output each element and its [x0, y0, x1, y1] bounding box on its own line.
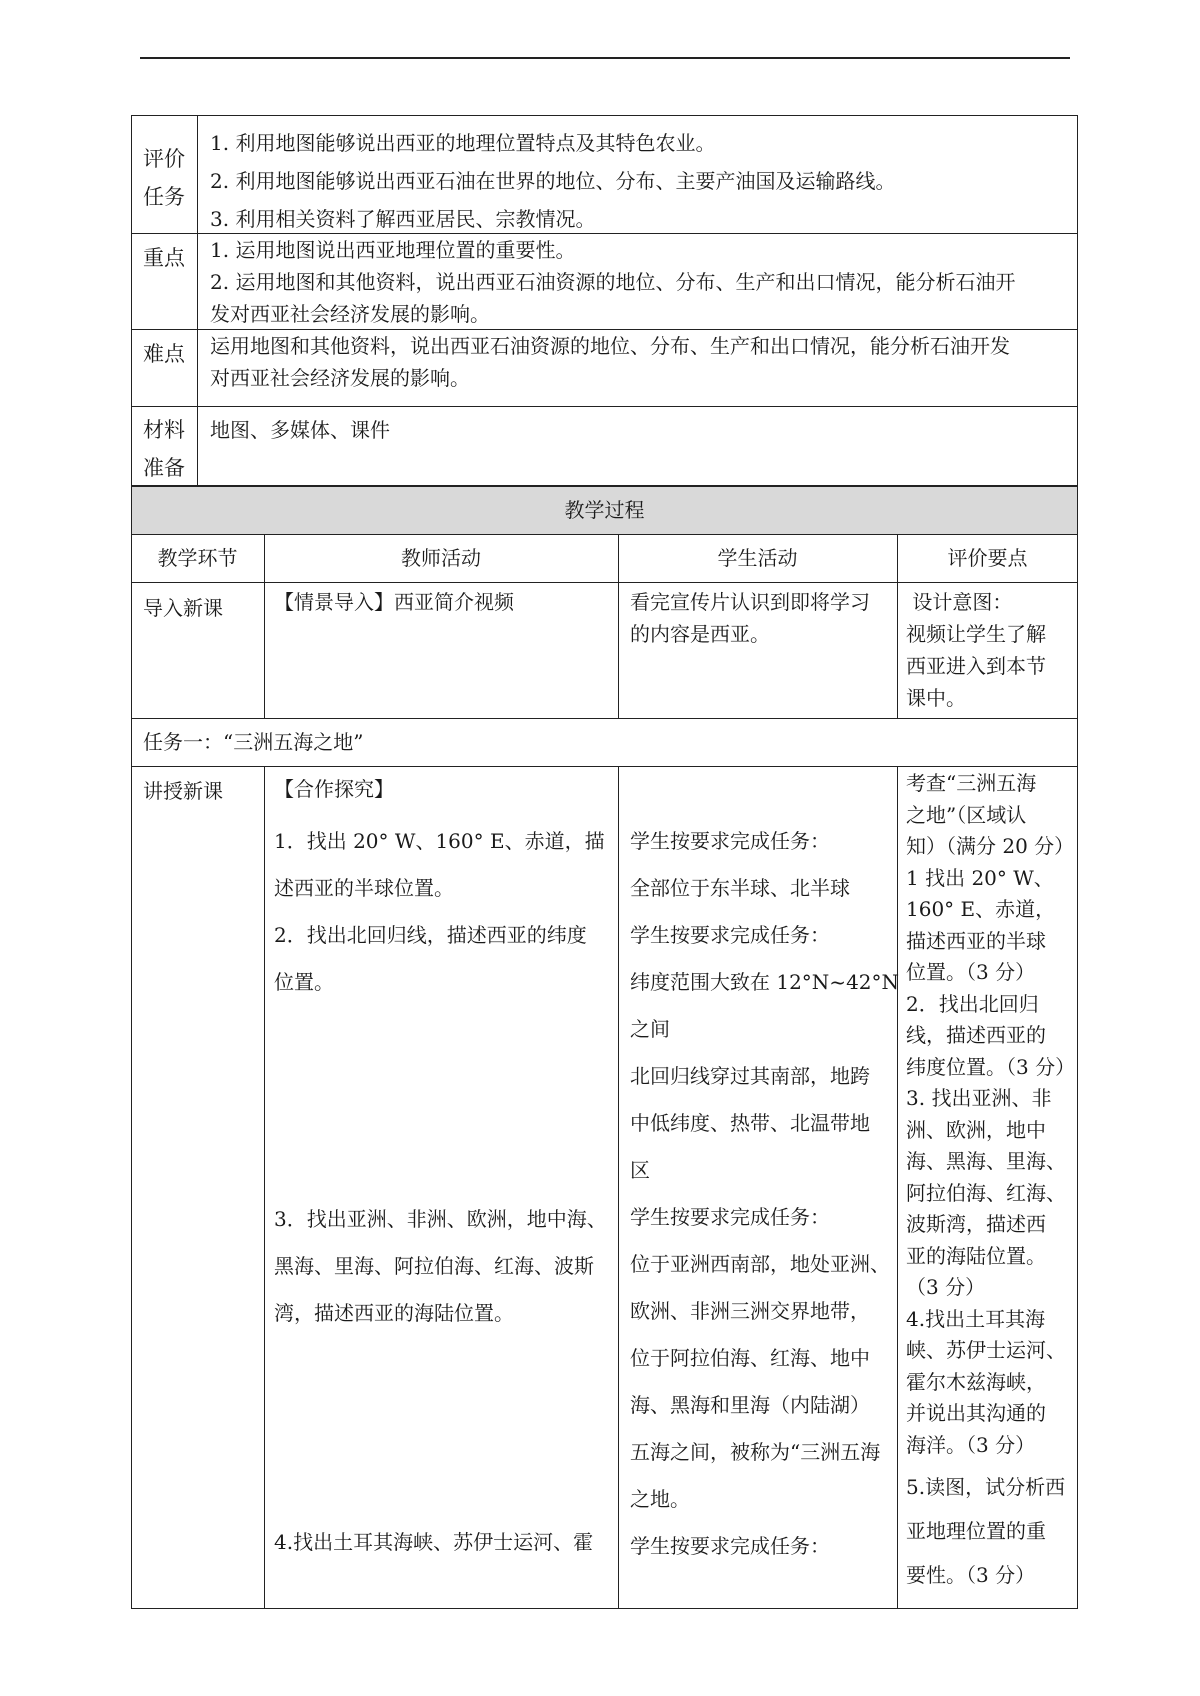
- header-teacher-activity: 教师活动: [401, 546, 481, 570]
- lecture-evaluation-line: 并说出其沟通的: [906, 1401, 1046, 1425]
- lecture-stage: 讲授新课: [143, 779, 223, 803]
- header-rule: [140, 57, 1070, 59]
- intro-evaluation-line: 设计意图：: [906, 590, 1013, 614]
- lecture-evaluation-line: 线，描述西亚的: [906, 1023, 1046, 1047]
- materials-label: [143, 411, 185, 487]
- lecture-evaluation-block: [906, 768, 1075, 1461]
- lecture-evaluation-line: 4.找出土耳其海: [906, 1306, 1046, 1331]
- lecture-teacher-block: [274, 818, 605, 1006]
- intro-student-activity: [630, 586, 870, 650]
- lecture-evaluation-line: 描述西亚的半球: [906, 928, 1046, 953]
- eval-tasks-label-line2: 任务: [143, 185, 185, 209]
- intro-student-line: 看完宣传片认识到即将学习: [630, 590, 870, 614]
- task-one-title: 任务一：“三洲五海之地”: [143, 730, 364, 754]
- lecture-teacher-line: 位置。: [274, 970, 334, 994]
- lecture-student-line: 北回归线穿过其南部，地跨: [630, 1064, 870, 1088]
- lecture-student-line: 位于亚洲西南部，地处亚洲、: [630, 1252, 890, 1276]
- key-point-item: 2. 运用地图和其他资料，说出西亚石油资源的地位、分布、生产和出口情况，能分析石油开: [210, 270, 1016, 294]
- lecture-teacher-block: [274, 1196, 607, 1337]
- eval-tasks-label-line1: 评价: [143, 147, 185, 171]
- materials-label-line2: 准备: [143, 456, 185, 480]
- lecture-student-line: 中低纬度、热带、北温带地: [630, 1111, 870, 1135]
- intro-teacher-activity: 【情景导入】西亚简介视频: [274, 590, 514, 614]
- lecture-evaluation-line: 位置。（3 分）: [906, 960, 1036, 984]
- process-table-row-divider: [131, 718, 1078, 719]
- lecture-student-line: 学生按要求完成任务：: [630, 923, 830, 947]
- difficult-point-item: 运用地图和其他资料，说出西亚石油资源的地位、分布、生产和出口情况，能分析石油开发: [210, 334, 1010, 358]
- materials-value: 地图、多媒体、课件: [210, 418, 390, 442]
- info-table-label-divider: [197, 115, 198, 486]
- lecture-student-line: 学生按要求完成任务：: [630, 1205, 830, 1229]
- lecture-evaluation-line: 要性。（3 分）: [906, 1563, 1036, 1587]
- lecture-student-line: 海、黑海和里海（内陆湖）: [630, 1393, 870, 1417]
- intro-stage: 导入新课: [143, 596, 223, 620]
- lecture-evaluation-line: 霍尔木兹海峡，: [906, 1369, 1046, 1394]
- intro-evaluation-line: 视频让学生了解: [906, 622, 1046, 646]
- lecture-evaluation-line: 亚地理位置的重: [906, 1519, 1046, 1543]
- lecture-teacher-line: 3．找出亚洲、非洲、欧洲，地中海、: [274, 1207, 607, 1231]
- lecture-evaluation-line: 2．找出北回归: [906, 991, 1039, 1016]
- lecture-evaluation-line: 纬度位置。（3 分）: [906, 1054, 1076, 1079]
- difficult-point-item: 对西亚社会经济发展的影响。: [210, 366, 470, 390]
- process-table-row-divider: [131, 766, 1078, 767]
- lecture-student-line: 之间: [630, 1017, 670, 1041]
- lecture-evaluation-line: 海、黑海、里海、: [906, 1149, 1066, 1173]
- difficult-points-label: 难点: [143, 342, 185, 366]
- lecture-teacher-line: 4.找出土耳其海峡、苏伊士运河、霍: [274, 1530, 594, 1554]
- lecture-evaluation-line: 海洋。（3 分）: [906, 1432, 1036, 1457]
- lecture-evaluation-line: 考查“三洲五海: [906, 771, 1037, 795]
- process-table-column-divider: [264, 766, 265, 1609]
- lecture-student-line: 学生按要求完成任务：: [630, 1534, 830, 1558]
- header-stage: 教学环节: [157, 546, 238, 570]
- lecture-student-line: 位于阿拉伯海、红海、地中: [630, 1346, 870, 1370]
- lecture-teacher-line: 黑海、里海、阿拉伯海、红海、波斯: [274, 1254, 594, 1278]
- key-point-item: 1. 运用地图说出西亚地理位置的重要性。: [210, 238, 576, 262]
- lecture-evaluation-line: 160° E、赤道，: [906, 897, 1056, 921]
- lecture-teacher-header: 【合作探究】: [274, 777, 394, 801]
- process-table-column-divider: [618, 766, 619, 1609]
- intro-evaluation-line: 西亚进入到本节: [906, 654, 1046, 678]
- lecture-evaluation-line: 5.读图，试分析西: [906, 1475, 1066, 1499]
- lecture-teacher-line: 湾，描述西亚的海陆位置。: [274, 1301, 514, 1325]
- lecture-evaluation-line: 洲、欧洲，地中: [906, 1117, 1046, 1142]
- lecture-evaluation-line: 3. 找出亚洲、非: [906, 1086, 1052, 1110]
- header-student-activity: 学生活动: [717, 546, 798, 570]
- intro-evaluation: [906, 586, 1046, 714]
- eval-task-item: 3. 利用相关资料了解西亚居民、宗教情况。: [210, 207, 596, 231]
- lecture-evaluation-line: 波斯湾，描述西: [906, 1212, 1046, 1236]
- intro-evaluation-line: 课中。: [906, 686, 966, 710]
- key-points-label: 重点: [143, 246, 185, 270]
- process-table-row-divider: [131, 582, 1078, 583]
- lecture-student-line: 全部位于东半球、北半球: [630, 876, 850, 900]
- eval-tasks-list: [210, 124, 895, 238]
- header-evaluation-points: 评价要点: [947, 546, 1028, 570]
- lecture-student-line: 区: [630, 1158, 650, 1182]
- lecture-evaluation-line: 峡、苏伊士运河、: [906, 1338, 1066, 1362]
- intro-student-line: 的内容是西亚。: [630, 622, 770, 646]
- materials-label-line1: 材料: [143, 418, 185, 442]
- eval-task-item: 1. 利用地图能够说出西亚的地理位置特点及其特色农业。: [210, 131, 716, 155]
- lecture-teacher-line: 1．找出 20° W、160° E、赤道，描: [274, 829, 605, 853]
- lecture-student-block: [630, 818, 899, 1570]
- lecture-student-line: 五海之间，被称为“三洲五海: [630, 1440, 881, 1464]
- difficult-points-list: [210, 330, 1010, 394]
- info-table-row-divider: [131, 406, 1078, 407]
- lecture-teacher-line: 述西亚的半球位置。: [274, 876, 454, 900]
- lecture-student-line: 学生按要求完成任务：: [630, 829, 830, 853]
- process-table-row-divider: [131, 534, 1078, 535]
- lecture-evaluation-line: （3 分）: [906, 1275, 986, 1299]
- lecture-evaluation-line: 阿拉伯海、红海、: [906, 1180, 1066, 1205]
- key-points-list: [210, 234, 1015, 330]
- lecture-student-line: 欧洲、非洲三洲交界地带，: [630, 1299, 870, 1323]
- lecture-student-line: 纬度范围大致在 12°N~42°N: [630, 970, 900, 994]
- lecture-evaluation-block: [906, 1465, 1065, 1597]
- lecture-evaluation-line: 之地”（区域认: [906, 802, 1027, 827]
- lecture-student-line: 之地。: [630, 1487, 690, 1511]
- key-point-item: 发对西亚社会经济发展的影响。: [210, 302, 490, 326]
- eval-task-item: 2. 利用地图能够说出西亚石油在世界的地位、分布、主要产油国及运输路线。: [210, 169, 896, 193]
- process-table-title: 教学过程: [564, 498, 645, 522]
- lecture-teacher-line: 2．找出北回归线，描述西亚的纬度: [274, 923, 587, 947]
- lecture-evaluation-line: 1 找出 20° W、: [906, 865, 1054, 890]
- lecture-evaluation-line: 亚的海陆位置。: [906, 1243, 1046, 1268]
- lecture-evaluation-line: 知）（满分 20 分）: [906, 834, 1075, 858]
- eval-tasks-label: [143, 140, 185, 216]
